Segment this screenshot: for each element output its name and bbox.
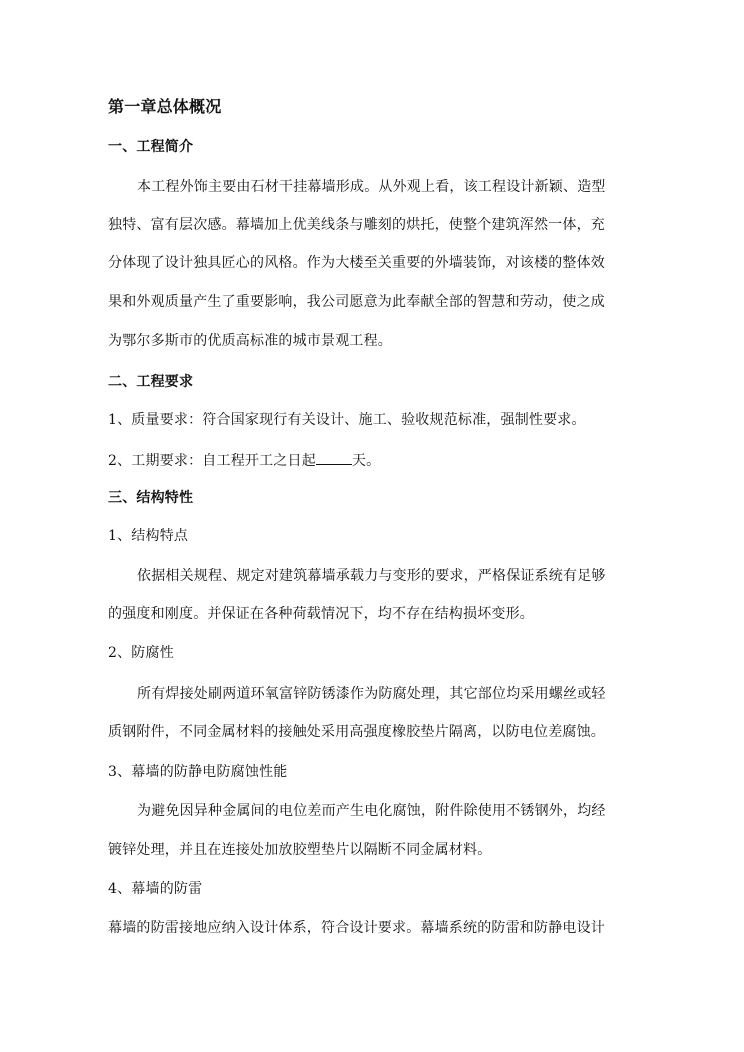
paragraph-line: 所有焊接处刷两道环氧富锌防锈漆作为防腐处理，其它部位均采用螺丝或轻 (137, 686, 606, 702)
paragraph-line: 为鄂尔多斯市的优质高标准的城市景观工程。 (108, 333, 392, 349)
paragraph-line: 本工程外饰主要由石材干挂幕墙形成。从外观上看，该工程设计新颖、造型 (137, 179, 606, 195)
subsection-title: 3、幕墙的防静电防腐蚀性能 (108, 764, 288, 780)
blank-days-field (316, 450, 352, 465)
paragraph-line: 的强度和刚度。并保证在各种荷载情况下，均不存在结构损坏变形。 (108, 606, 534, 622)
requirement-quality: 1、质量要求：符合国家现行有关设计、施工、验收规范标准，强制性要求。 (108, 412, 586, 428)
chapter-title: 第一章总体概况 (108, 97, 222, 116)
requirement-schedule-suffix: 天。 (351, 453, 381, 469)
paragraph-line: 镀锌处理，并且在连接处加放胶塑垫片以隔断不同金属材料。 (108, 842, 492, 858)
subsection-title: 1、结构特点 (108, 528, 189, 544)
paragraph-line: 为避免因异种金属间的电位差而产生电化腐蚀，附件除使用不锈钢外，均经 (137, 803, 606, 819)
section-heading-requirements: 二、工程要求 (108, 374, 194, 390)
paragraph-line: 果和外观质量产生了重要影响，我公司愿意为此奉献全部的智慧和劳动，使之成 (108, 294, 605, 310)
section-heading-structure: 三、结构特性 (108, 490, 194, 506)
subsection-title: 4、幕墙的防雷 (108, 881, 203, 897)
paragraph-line: 依据相关规程、规定对建筑幕墙承载力与变形的要求，严格保证系统有足够 (137, 568, 606, 584)
paragraph-line: 质钢附件，不同金属材料的接触处采用高强度橡胶垫片隔离，以防电位差腐蚀。 (108, 724, 605, 740)
requirement-schedule-prefix: 2、工期要求：自工程开工之日起 (108, 453, 316, 469)
subsection-title: 2、防腐性 (108, 645, 174, 661)
paragraph-line: 幕墙的防雷接地应纳入设计体系，符合设计要求。幕墙系统的防雷和防静电设计 (108, 920, 605, 936)
section-heading-overview: 一、工程简介 (108, 139, 194, 155)
requirement-schedule (108, 450, 380, 471)
paragraph-line: 独特、富有层次感。幕墙加上优美线条与雕刻的烘托，使整个建筑浑然一体，充 (108, 217, 605, 233)
paragraph-line: 分体现了设计独具匠心的风格。作为大楼至关重要的外墙装饰，对该楼的整体效 (108, 255, 605, 271)
